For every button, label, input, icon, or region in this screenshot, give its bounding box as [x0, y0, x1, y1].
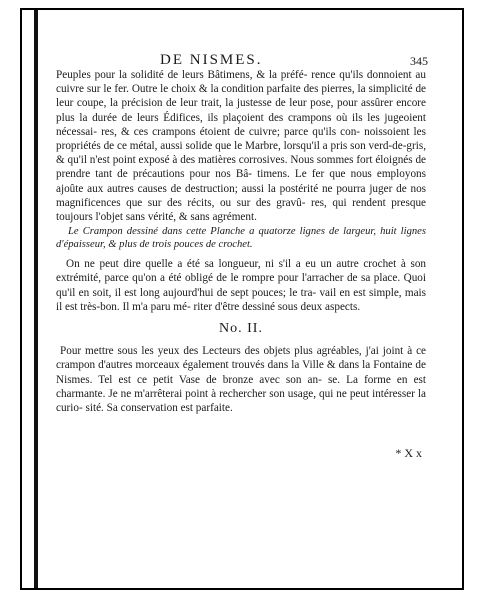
line: nos magnificences que sur des récits, ou sur des gravû- — [56, 182, 427, 209]
section-heading: No. II. — [219, 321, 263, 337]
line: qu'il en soit, il est long aujourd'hui de sept pouces; le tra- — [56, 286, 317, 299]
line: vail en est simple, mais il est très-bon. Il m'a paru mé- — [56, 286, 426, 313]
line: Nismes. Tel est ce petit Vase de bronze avec son an- — [56, 373, 322, 386]
paragraph-2 — [56, 257, 426, 314]
line: fort éloignés de prendre tant de précautions pour nos Bâ- — [56, 154, 427, 181]
line: également trouvés dans la Ville & dans la Fontaine de — [182, 359, 426, 372]
book-page — [56, 46, 436, 566]
catchword: * X x — [395, 446, 422, 460]
line: eu un autre crochet à son extrémité, parce qu'on a été — [56, 258, 427, 285]
binding-gutter — [34, 10, 38, 588]
line: leur coupe, la précision de leur trait, la justesse de leur — [56, 97, 307, 110]
line: sans agrément. — [190, 211, 257, 224]
line: On ne peut dire quelle a été sa longueur, ni s'il a — [66, 258, 301, 271]
line: rence qu'ils donnoient au cuivre sur le fer. Outre le — [56, 69, 426, 96]
line: ils plaçoient des crampons où ils les jugeoient nécessai- — [56, 111, 427, 138]
line: pose, pour assûrer encore plus la durée de leurs Édifices, — [56, 97, 426, 124]
line: res, qui rendent presque toujours l'objet sans vérité, & — [56, 196, 427, 224]
line: Pour mettre sous les yeux des Lecteurs des objets — [60, 345, 291, 358]
plate-caption: Le Crampon dessiné dans cette Planche a quatorze lignes de largeur, huit lignes d'épaisseur, & plus de trois pouces de crochet. — [56, 226, 426, 250]
paragraph-3 — [56, 344, 426, 415]
line: point exposé à des matières corrosives. Nous sommes — [112, 154, 354, 167]
line: res, & ces crampons étoient de cuivre; parce qu'ils con- — [101, 125, 361, 138]
line: Marbre, lorsqu'il a pris son verd-de-gris, & qu'il n'est — [56, 140, 426, 167]
line: plus agréables, j'ai joint à ce crampon d'autres morceaux — [56, 345, 427, 372]
line: sité. Sa conservation est parfaite. — [85, 402, 233, 415]
line: Peuples pour la solidité de leurs Bâtimens, & la préfé- — [56, 69, 308, 81]
paragraph-1 — [56, 68, 426, 224]
line: obligé de le rompre pour l'arracher de sa place. Quoi — [184, 272, 426, 285]
line: se. La forme en est charmante. Je ne m'arrêterai point — [56, 373, 426, 400]
text-block — [56, 68, 426, 415]
line: noissoient les propriétés de ce métal, aussi solide que le — [56, 125, 426, 153]
running-title: DE NISMES. — [160, 52, 263, 68]
line: riter d'être dessiné sous deux aspects. — [193, 300, 361, 313]
line: à rechercher son usage, qui ne peut intéresser la curio- — [56, 387, 427, 415]
line: causes de destruction; aussi la postérité ne pourra juger de — [137, 182, 407, 195]
line: timens. Le fer que nous employons ajoûte aux autres — [56, 168, 426, 195]
page-number: 345 — [410, 54, 428, 68]
line: choix & la condition parfaite des pierres, la simplicité de — [171, 83, 427, 96]
